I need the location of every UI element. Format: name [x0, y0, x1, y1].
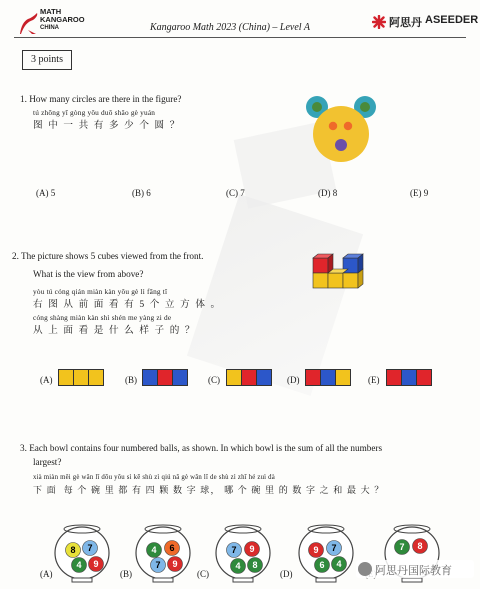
- question-3-pinyin: xià miàn měi gè wǎn lǐ dōu yǒu sì kē shù zì qiú nǎ gè wǎn lǐ de shù zì zhī hé zuì dà: [33, 474, 275, 481]
- bowl-b[interactable]: [136, 525, 190, 582]
- q1-option-d[interactable]: (D) 8: [318, 188, 338, 198]
- question-2-text-line2: What is the view from above?: [33, 269, 144, 279]
- logo-text-math: MATH: [40, 7, 62, 16]
- header-divider: [14, 37, 466, 38]
- question-2-pinyin-2: cóng shàng miàn kàn shì shén me yàng zi de: [33, 313, 172, 322]
- bowl-c[interactable]: [216, 525, 270, 582]
- wechat-icon: [358, 562, 372, 576]
- q2-option-c-view[interactable]: [226, 369, 274, 387]
- bowl-c-ball-1: 7: [231, 545, 237, 555]
- figure-eye-right: [344, 122, 352, 130]
- question-2-hanzi-2: 从 上 面 看 是 什 么 样 子 的 ？: [33, 325, 197, 336]
- question-2-pinyin-1: yòu tú cóng qián miàn kàn yǒu gè lì fāng tǐ: [33, 287, 168, 296]
- background-watermark-shape: [187, 194, 363, 396]
- q2-option-d-view[interactable]: [305, 369, 353, 387]
- bowl-a[interactable]: [55, 525, 109, 582]
- q2-option-e-view[interactable]: [386, 369, 434, 387]
- brand-english: ASEEDER: [425, 14, 479, 26]
- bowl-a-ball-3: 4: [76, 560, 82, 570]
- figure-face: [313, 106, 369, 162]
- bowl-e-ball-2: 8: [417, 541, 423, 551]
- q2-option-d-label[interactable]: (D): [287, 375, 300, 385]
- bowl-a-ball-1: 8: [70, 545, 76, 555]
- brand-chinese: 阿思丹: [389, 17, 422, 29]
- bowl-d-ball-1: 9: [313, 545, 319, 555]
- q3-option-a-label[interactable]: (A): [40, 569, 53, 579]
- bowl-c-ball-2: 9: [249, 544, 255, 554]
- cubes-figure: [310, 252, 372, 294]
- logo-text-china: CHINA: [40, 25, 59, 31]
- q1-option-c[interactable]: (C) 7: [226, 188, 245, 198]
- bowl-d[interactable]: [299, 525, 353, 582]
- question-1-pinyin: tú zhōng yī gòng yǒu duō shǎo gè yuán: [33, 108, 156, 117]
- question-3-hanzi: 下 面 每 个 碗 里 都 有 四 颗 数 字 球， 哪 个 碗 里 的 数 字 之 和 最 大 ？: [33, 485, 385, 495]
- points-label: 3 points: [22, 50, 72, 70]
- bowl-d-ball-2: 7: [331, 543, 337, 553]
- watermark-text: 阿思丹国际教育: [375, 565, 452, 577]
- page-title: Kangaroo Math 2023 (China) – Level A: [150, 22, 310, 33]
- asterisk-icon: [372, 15, 386, 29]
- bowl-d-ball-3: 6: [319, 560, 325, 570]
- q2-option-b-view[interactable]: [142, 369, 190, 387]
- watermark-badge: [356, 560, 474, 578]
- kangaroo-icon: [18, 12, 40, 36]
- q3-option-b-label[interactable]: (B): [120, 569, 132, 579]
- bowl-b-ball-3: 7: [155, 560, 161, 570]
- bowl-b-ball-2: 6: [169, 543, 175, 553]
- question-2-text: 2. The picture shows 5 cubes viewed from the front.: [12, 251, 204, 261]
- q3-option-c-label[interactable]: (C): [197, 569, 209, 579]
- bowl-a-ball-2: 7: [87, 543, 93, 553]
- bowl-d-ball-4: 4: [336, 559, 342, 569]
- q1-option-e[interactable]: (E) 9: [410, 188, 429, 198]
- logo-text-kangaroo: KANGAROO: [40, 15, 85, 24]
- bowl-b-ball-1: 4: [151, 545, 157, 555]
- question-1-text: 1. How many circles are there in the figure?: [20, 94, 182, 104]
- q2-option-a-view[interactable]: [58, 369, 106, 387]
- question-3-text-line2: largest?: [33, 457, 62, 467]
- bowl-a-ball-4: 9: [93, 559, 99, 569]
- bowl-e-ball-1: 7: [399, 542, 405, 552]
- question-1-hanzi: 图 中 一 共 有 多 少 个 圆 ？: [33, 120, 181, 131]
- bowl-c-ball-4: 8: [252, 560, 258, 570]
- q2-option-c-label[interactable]: (C): [208, 375, 220, 385]
- bowl-c-ball-3: 4: [235, 561, 241, 571]
- figure-mouth: [335, 139, 347, 151]
- bowl-b-ball-4: 9: [172, 559, 178, 569]
- q3-option-d-label[interactable]: (D): [280, 569, 293, 579]
- question-2-hanzi-1: 右 图 从 前 面 看 有 5 个 立 方 体 。: [33, 299, 222, 310]
- q2-option-b-label[interactable]: (B): [125, 375, 137, 385]
- q1-option-a[interactable]: (A) 5: [36, 188, 56, 198]
- circles-figure: [303, 92, 385, 174]
- figure-ear-left-inner: [312, 102, 322, 112]
- figure-eye-left: [329, 122, 337, 130]
- question-3-text: 3. Each bowl contains four numbered balls, as shown. In which bowl is the sum of all the numbers: [20, 443, 383, 453]
- q2-option-e-label[interactable]: (E): [368, 375, 380, 385]
- q1-option-b[interactable]: (B) 6: [132, 188, 151, 198]
- q2-option-a-label[interactable]: (A): [40, 375, 53, 385]
- figure-ear-right-inner: [360, 102, 370, 112]
